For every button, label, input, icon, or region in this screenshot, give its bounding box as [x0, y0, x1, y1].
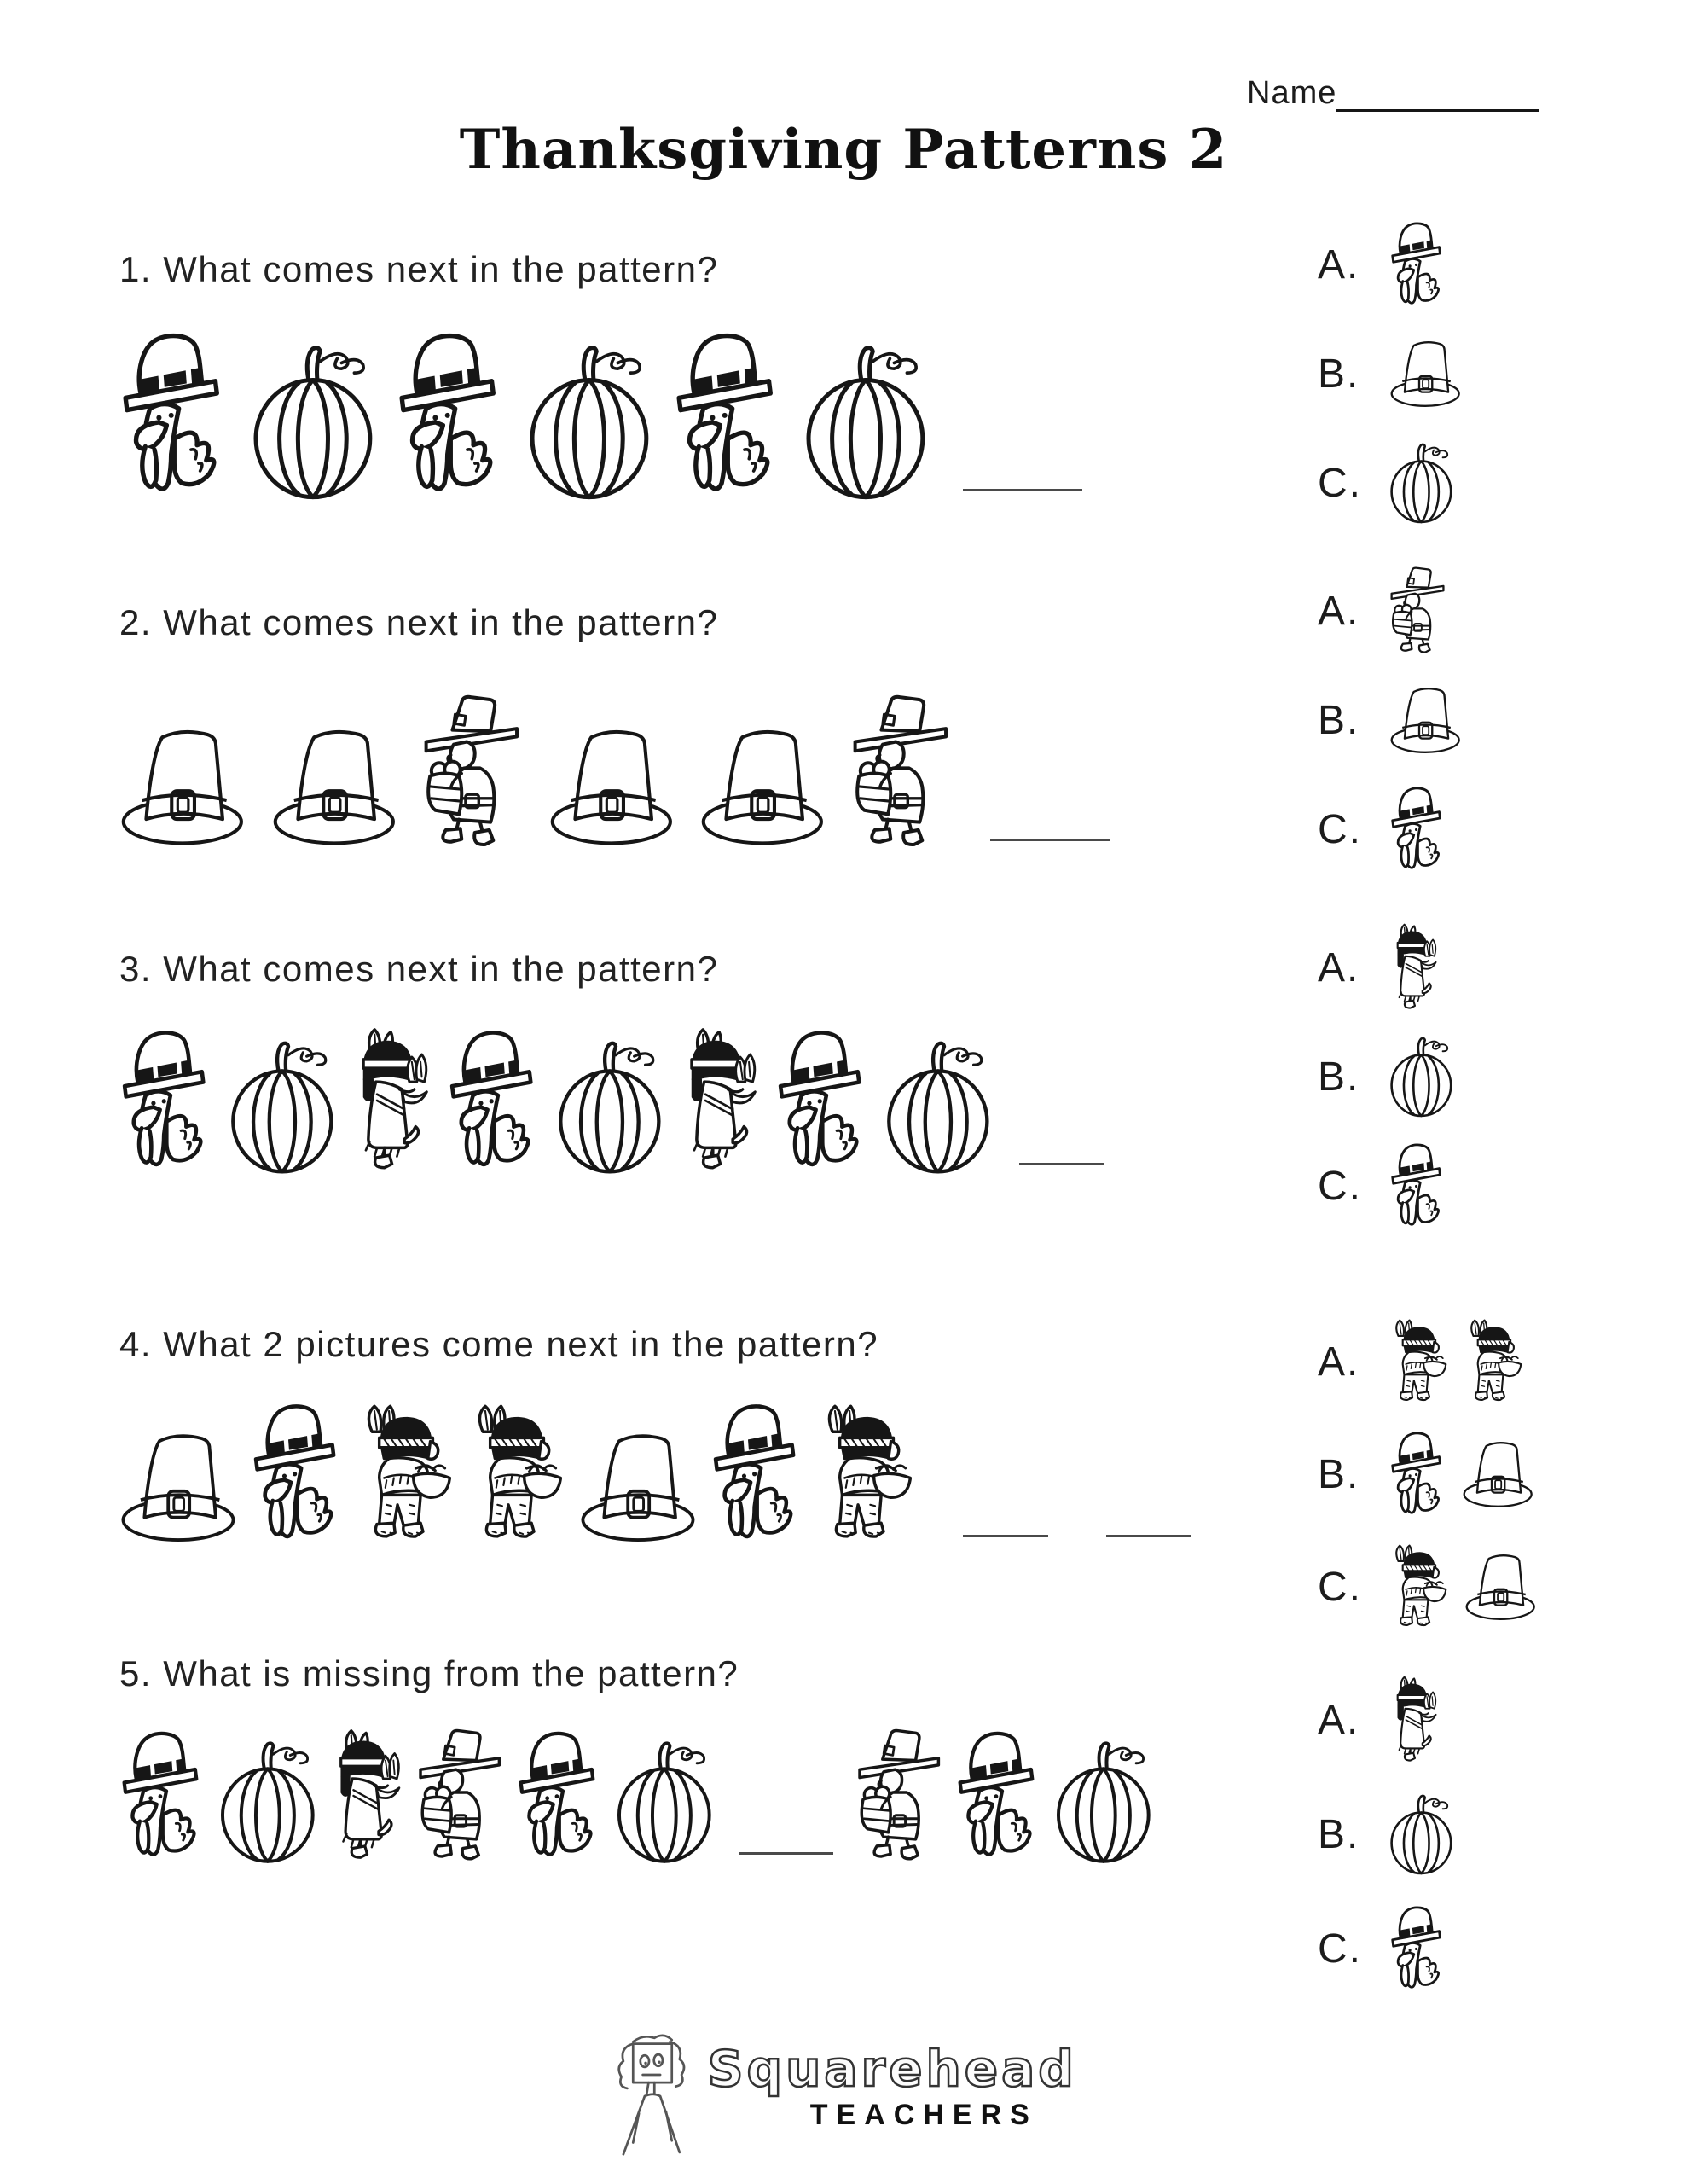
pilgrim-boy-icon: [1389, 566, 1446, 655]
answer-letter: C.: [1318, 1564, 1362, 1610]
answer-choices: [1318, 1314, 1536, 1635]
turkey-icon: [516, 1728, 603, 1863]
name-label: Name: [1247, 75, 1337, 111]
answer-choices: [1318, 920, 1453, 1234]
pattern-blank-line[interactable]: [1019, 1163, 1104, 1165]
native-boy-icon: [1389, 1543, 1449, 1631]
answer-option-a[interactable]: [1318, 1672, 1453, 1768]
pumpkin-icon: [557, 1039, 663, 1174]
turkey-icon: [1389, 1141, 1446, 1230]
squarehead-person-icon: [610, 2032, 699, 2160]
answer-letter: C.: [1318, 1926, 1362, 1972]
question-number: 5.: [119, 1653, 153, 1693]
answer-option-a[interactable]: [1318, 563, 1461, 659]
publisher-logo: [0, 2032, 1687, 2160]
answer-letter: B.: [1318, 697, 1360, 743]
answer-option-c[interactable]: [1318, 781, 1461, 877]
native-boy-icon: [818, 1403, 915, 1546]
turkey-icon: [955, 1728, 1042, 1863]
logo-main-text: Squarehead: [707, 2040, 1077, 2098]
pumpkin-icon: [1389, 1793, 1453, 1875]
native-boy-icon: [468, 1403, 565, 1546]
turkey-icon: [251, 1401, 344, 1546]
turkey-icon: [673, 329, 783, 500]
answer-option-b[interactable]: [1318, 1786, 1453, 1882]
pilgrim-hat-icon: [1389, 337, 1461, 410]
native-girl-icon: [328, 1728, 403, 1863]
answer-letter: A.: [1318, 1339, 1360, 1385]
answer-option-c[interactable]: [1318, 1539, 1536, 1635]
pilgrim-hat-icon: [579, 1427, 697, 1546]
answer-letter: B.: [1318, 1451, 1360, 1497]
answer-letter: C.: [1318, 1163, 1362, 1209]
question-2: [119, 588, 1687, 852]
answer-option-c[interactable]: [1318, 1138, 1453, 1234]
pattern-blank-line[interactable]: [963, 1535, 1048, 1537]
name-field: [1247, 73, 1539, 112]
answer-option-a[interactable]: [1318, 920, 1453, 1015]
question-number: 4.: [119, 1324, 153, 1364]
pumpkin-icon: [252, 343, 374, 500]
pilgrim-hat-icon: [119, 1427, 237, 1546]
pumpkin-icon: [804, 343, 927, 500]
turkey-icon: [447, 1027, 542, 1174]
question-5: [119, 1653, 1687, 1972]
answer-option-c[interactable]: [1318, 435, 1461, 531]
publisher-logo-text: [707, 2040, 1077, 2132]
pilgrim-boy-icon: [851, 694, 951, 850]
native-girl-icon: [1389, 1676, 1439, 1764]
pumpkin-icon: [1055, 1740, 1152, 1863]
answer-option-b[interactable]: [1318, 672, 1461, 768]
worksheet-title: Thanksgiving Patterns 2: [459, 118, 1228, 182]
pilgrim-hat-icon: [699, 723, 826, 850]
turkey-icon: [775, 1027, 870, 1174]
answer-option-c[interactable]: [1318, 1901, 1453, 1996]
pilgrim-hat-icon: [1464, 1550, 1536, 1623]
pumpkin-icon: [616, 1740, 713, 1863]
pattern-blank-line[interactable]: [990, 839, 1110, 841]
answer-letter: B.: [1318, 1054, 1360, 1100]
pumpkin-icon: [885, 1039, 991, 1174]
answer-option-a[interactable]: [1318, 217, 1461, 312]
answer-choices: [1318, 563, 1461, 877]
answer-letter: A.: [1318, 588, 1360, 634]
question-prompt: What comes next in the pattern?: [163, 249, 719, 289]
pilgrim-hat-icon: [1462, 1438, 1533, 1510]
question-prompt: What comes next in the pattern?: [163, 949, 719, 989]
pilgrim-hat-icon: [1389, 683, 1461, 756]
turkey-icon: [119, 329, 229, 500]
answer-option-a[interactable]: [1318, 1314, 1536, 1409]
question-4: [119, 1324, 1687, 1610]
turkey-icon: [1389, 220, 1446, 309]
turkey-icon: [710, 1401, 803, 1546]
native-boy-icon: [1389, 1318, 1449, 1406]
answer-letter: A.: [1318, 1697, 1360, 1743]
logo-sub-text: TEACHERS: [809, 2099, 1038, 2131]
pattern-blank-line[interactable]: [739, 1852, 833, 1855]
pumpkin-icon: [1389, 442, 1453, 524]
pattern-blank-line[interactable]: [1106, 1535, 1191, 1537]
pumpkin-icon: [528, 343, 651, 500]
question-number: 3.: [119, 949, 153, 989]
native-girl-icon: [678, 1027, 760, 1174]
question-1: [119, 241, 1687, 506]
turkey-icon: [119, 1728, 206, 1863]
answer-letter: A.: [1318, 944, 1360, 990]
answer-letter: A.: [1318, 241, 1360, 288]
answer-letter: B.: [1318, 351, 1360, 397]
question-3: [119, 944, 1687, 1209]
native-boy-icon: [357, 1403, 455, 1546]
pumpkin-icon: [219, 1740, 316, 1863]
answer-choices: [1318, 1672, 1453, 1996]
pumpkin-icon: [1389, 1036, 1453, 1118]
answer-choices: [1318, 217, 1461, 531]
native-boy-icon: [1464, 1318, 1524, 1406]
answer-letter: C.: [1318, 460, 1362, 506]
answer-letter: B.: [1318, 1811, 1360, 1857]
native-girl-icon: [350, 1027, 432, 1174]
turkey-icon: [1389, 1430, 1446, 1519]
pilgrim-boy-icon: [417, 1728, 504, 1863]
pattern-blank-line[interactable]: [963, 489, 1082, 491]
question-prompt: What 2 pictures come next in the pattern?: [163, 1324, 879, 1364]
answer-option-b[interactable]: [1318, 1029, 1453, 1124]
question-number: 1.: [119, 249, 153, 289]
pilgrim-hat-icon: [271, 723, 397, 850]
answer-option-b[interactable]: [1318, 1426, 1536, 1522]
pilgrim-boy-icon: [422, 694, 522, 850]
question-prompt: What comes next in the pattern?: [163, 602, 719, 642]
turkey-icon: [396, 329, 506, 500]
pilgrim-boy-icon: [856, 1728, 943, 1863]
pilgrim-hat-icon: [119, 723, 246, 850]
name-blank-line[interactable]: [1336, 73, 1539, 112]
pilgrim-hat-icon: [548, 723, 675, 850]
answer-option-b[interactable]: [1318, 326, 1461, 421]
question-prompt: What is missing from the pattern?: [163, 1653, 739, 1693]
pumpkin-icon: [229, 1039, 335, 1174]
native-girl-icon: [1389, 923, 1439, 1012]
question-number: 2.: [119, 602, 153, 642]
turkey-icon: [119, 1027, 214, 1174]
turkey-icon: [1389, 1904, 1446, 1993]
turkey-icon: [1389, 785, 1446, 874]
answer-letter: C.: [1318, 806, 1362, 852]
